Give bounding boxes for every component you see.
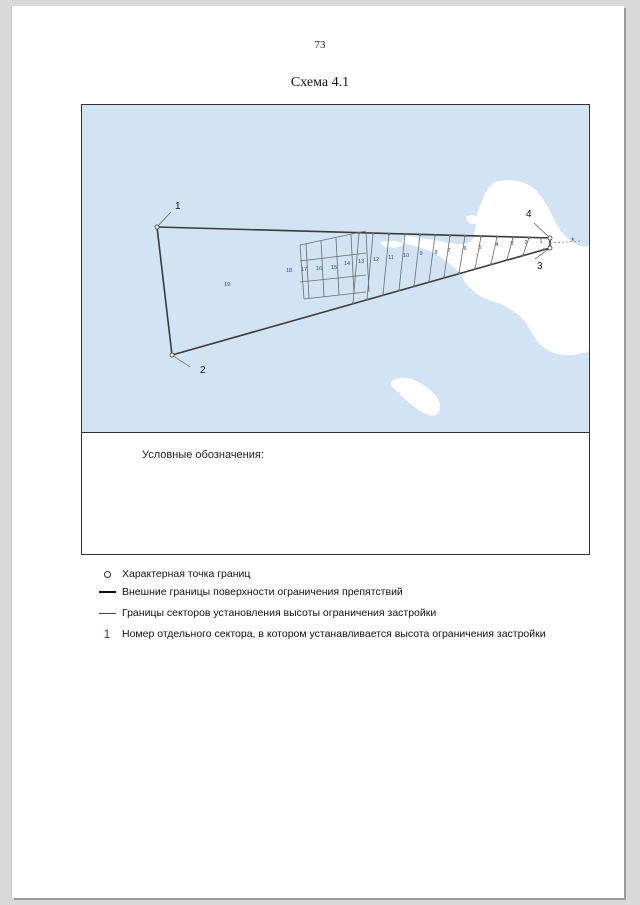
sector-label-16: 16: [315, 266, 323, 272]
sector-vertex: [522, 254, 524, 256]
sector-vertex: [496, 236, 498, 238]
sector-vertex: [388, 233, 390, 235]
page-number: 73: [314, 39, 326, 51]
sector-label-10: 10: [402, 253, 410, 259]
point-circle-icon: [96, 571, 118, 578]
thin-line-icon: [96, 613, 118, 614]
sector-label-15: 15: [330, 265, 338, 271]
sector-vertex: [398, 289, 400, 291]
legend-label: Номер отдельного сектора, в котором устанавливается высота ограничения застройки: [122, 628, 546, 640]
sector-vertex: [434, 234, 436, 236]
sector-label-13: 13: [357, 259, 365, 265]
sector-vertex: [382, 294, 384, 296]
scheme-frame: [81, 104, 590, 641]
sector-vertex: [543, 248, 545, 250]
sector-label-1: 1: [539, 239, 543, 245]
legend-label: Границы секторов установления высоты ограничения застройки: [122, 607, 437, 619]
boundary-point-3: [548, 246, 552, 250]
sector-label-3: 3: [510, 241, 514, 247]
sector-vertex: [428, 281, 430, 283]
sector-vertex: [474, 268, 476, 270]
sector-vertex: [490, 263, 492, 265]
sector-vertex: [458, 272, 460, 274]
sector-label-7: 7: [447, 248, 451, 254]
legend-label: Внешние границы поверхности ограничения препятствий: [122, 586, 403, 598]
sector-vertex: [464, 235, 466, 237]
boundary-point-1: [155, 225, 159, 229]
legend-item-point: [96, 566, 250, 582]
boundary-point-label-1: 1: [175, 201, 181, 212]
legend-item-outer-boundary: [96, 584, 403, 600]
sector-label-9: 9: [419, 251, 423, 257]
sector-label-8: 8: [434, 250, 438, 256]
sector-vertex: [512, 236, 514, 238]
sector-vertex: [352, 302, 354, 304]
sector-label-18: 18: [285, 268, 293, 274]
sector-vertex: [480, 235, 482, 237]
sector-label-5: 5: [478, 245, 482, 251]
sector-label-11: 11: [388, 255, 394, 261]
sector-vertex: [506, 259, 508, 261]
thick-line-icon: [96, 591, 118, 593]
boundary-point-2: [170, 353, 174, 357]
sector-vertex: [413, 285, 415, 287]
legend-label: Характерная точка границ: [122, 568, 251, 580]
sector-label-17: 17: [300, 267, 308, 273]
sector-vertex: [358, 232, 360, 234]
boundary-point-4: [548, 236, 552, 240]
sector-vertex: [528, 237, 530, 239]
legend-title: Условные обозначения:: [142, 449, 264, 461]
boundary-point-label-2: 2: [200, 365, 206, 376]
sector-number-symbol: 1: [103, 627, 111, 641]
sector-label-2: 2: [524, 240, 528, 246]
legend: [82, 432, 589, 641]
scheme-title: Схема 4.1: [290, 75, 350, 90]
sector-label-19: 19: [223, 282, 231, 288]
sector-label-12: 12: [372, 257, 380, 263]
legend-item-sector-number: [96, 626, 546, 642]
sector-vertex: [443, 276, 445, 278]
sector-vertex: [419, 234, 421, 236]
runway-marker-icon: *: [571, 236, 575, 246]
sector-vertex: [366, 298, 368, 300]
sector-vertex: [404, 233, 406, 235]
legend-item-sector-boundary: [96, 605, 436, 621]
sector-label-6: 6: [463, 246, 467, 252]
sector-vertex: [449, 235, 451, 237]
sector-label-4: 4: [495, 242, 499, 248]
sector-label-14: 14: [343, 261, 351, 267]
sector-vertex: [372, 232, 374, 234]
boundary-point-label-3: 3: [537, 261, 543, 272]
boundary-point-label-4: 4: [526, 209, 532, 220]
map-area: [82, 105, 589, 432]
